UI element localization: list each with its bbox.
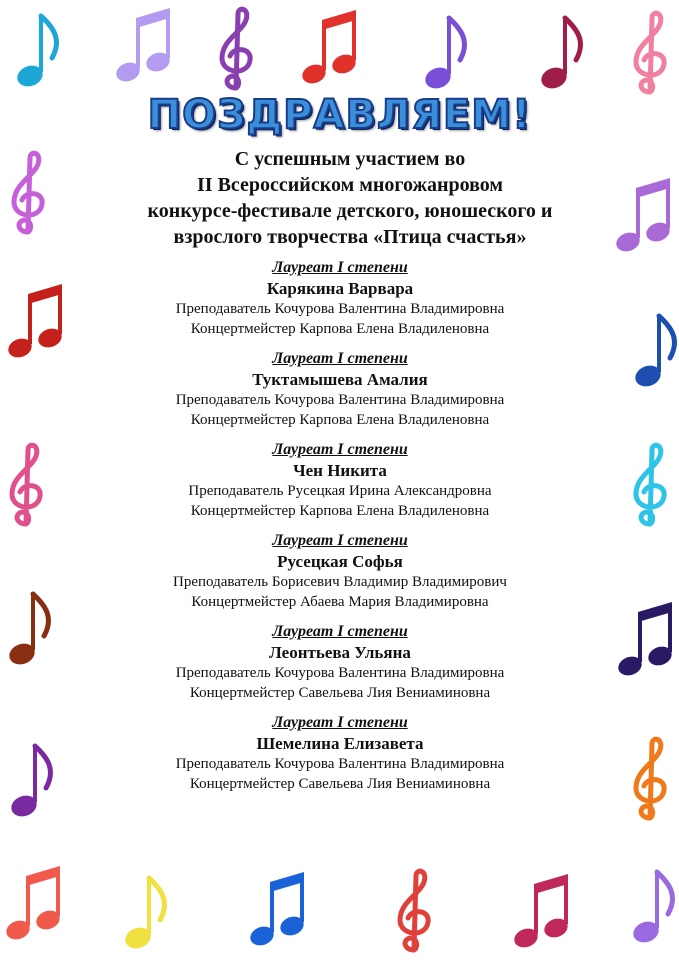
event-description: [90, 146, 610, 250]
treble-clef-icon: [628, 8, 672, 98]
eighth-note-icon: [14, 10, 64, 90]
laureate-entry: [90, 531, 590, 612]
eighth-note-icon: [6, 588, 56, 668]
page-title: ПОЗДРАВЛЯЕМ!: [147, 92, 532, 138]
accompanist-line: Концертмейстер Савельева Лия Вениаминовна: [189, 685, 491, 701]
laureate-name: Чен Никита: [293, 461, 387, 480]
treble-clef-icon: [628, 734, 672, 824]
treble-clef-icon: [214, 4, 258, 94]
beamed-notes-icon: [300, 8, 360, 88]
beamed-notes-icon: [512, 872, 572, 952]
award-degree: Лауреат I степени: [272, 623, 408, 640]
eighth-note-icon: [422, 12, 472, 92]
teacher-line: Преподаватель Борисевич Владимир Владимирович: [173, 574, 507, 590]
subtitle-line: конкурсе-фестивале детского, юношеского и: [147, 200, 553, 222]
eighth-note-icon: [8, 740, 58, 820]
subtitle-line: взрослого творчества «Птица счастья»: [173, 226, 527, 248]
beamed-notes-icon: [614, 176, 674, 256]
laureate-entry: [90, 349, 590, 430]
treble-clef-icon: [628, 440, 672, 530]
eighth-note-icon: [538, 12, 588, 92]
laureate-name: Леонтьева Ульяна: [269, 643, 411, 662]
accompanist-line: Концертмейстер Савельева Лия Вениаминовна: [189, 776, 491, 792]
laureate-entry: [90, 622, 590, 703]
subtitle-line: II Всероссийском многожанровом: [197, 174, 503, 196]
subtitle-line: С успешным участием во: [234, 148, 466, 170]
beamed-notes-icon: [300, 8, 360, 88]
beamed-notes-icon: [4, 864, 64, 944]
beamed-notes-icon: [616, 600, 676, 680]
treble-clef-icon: [4, 440, 48, 530]
eighth-note-icon: [632, 310, 679, 390]
beamed-notes-icon: [6, 282, 66, 362]
beamed-notes-icon: [614, 176, 674, 256]
treble-clef-icon: [392, 866, 436, 956]
eighth-note-icon: [632, 310, 679, 390]
beamed-notes-icon: [512, 872, 572, 952]
eighth-note-icon: [8, 740, 58, 820]
eighth-note-icon: [122, 872, 172, 952]
laureate-entry: [90, 440, 590, 521]
teacher-line: Преподаватель Русецкая Ирина Александровна: [188, 483, 492, 499]
beamed-notes-icon: [114, 6, 174, 86]
treble-clef-icon: [6, 148, 50, 238]
award-degree: Лауреат I степени: [272, 532, 408, 549]
award-degree: Лауреат I степени: [272, 714, 408, 731]
treble-clef-icon: [628, 8, 672, 98]
beamed-notes-icon: [114, 6, 174, 86]
laureate-name: Туктамышева Амалия: [252, 370, 428, 389]
award-degree: Лауреат I степени: [272, 350, 408, 367]
teacher-line: Преподаватель Кочурова Валентина Владимировна: [175, 756, 505, 772]
award-degree: Лауреат I степени: [272, 441, 408, 458]
teacher-line: Преподаватель Кочурова Валентина Владимировна: [175, 301, 505, 317]
treble-clef-icon: [628, 440, 672, 530]
beamed-notes-icon: [248, 870, 308, 950]
laureate-entry: [90, 258, 590, 339]
treble-clef-icon: [628, 734, 672, 824]
accompanist-line: Концертмейстер Карпова Елена Владиленовна: [190, 321, 490, 337]
laureates-list: [90, 258, 590, 804]
eighth-note-icon: [630, 866, 679, 946]
beamed-notes-icon: [248, 870, 308, 950]
beamed-notes-icon: [616, 600, 676, 680]
eighth-note-icon: [538, 12, 588, 92]
treble-clef-icon: [4, 440, 48, 530]
accompanist-line: Концертмейстер Абаева Мария Владимировна: [191, 594, 489, 610]
beamed-notes-icon: [6, 282, 66, 362]
treble-clef-icon: [6, 148, 50, 238]
eighth-note-icon: [630, 866, 679, 946]
laureate-name: Шемелина Елизавета: [256, 734, 424, 753]
accompanist-line: Концертмейстер Карпова Елена Владиленовна: [190, 412, 490, 428]
laureate-name: Русецкая Софья: [277, 552, 403, 571]
eighth-note-icon: [6, 588, 56, 668]
treble-clef-icon: [392, 866, 436, 956]
teacher-line: Преподаватель Кочурова Валентина Владимировна: [175, 665, 505, 681]
accompanist-line: Концертмейстер Карпова Елена Владиленовна: [190, 503, 490, 519]
laureate-entry: [90, 713, 590, 794]
treble-clef-icon: [214, 4, 258, 94]
eighth-note-icon: [422, 12, 472, 92]
laureate-name: Карякина Варвара: [266, 279, 414, 298]
eighth-note-icon: [14, 10, 64, 90]
beamed-notes-icon: [4, 864, 64, 944]
eighth-note-icon: [122, 872, 172, 952]
teacher-line: Преподаватель Кочурова Валентина Владимировна: [175, 392, 505, 408]
award-degree: Лауреат I степени: [272, 259, 408, 276]
